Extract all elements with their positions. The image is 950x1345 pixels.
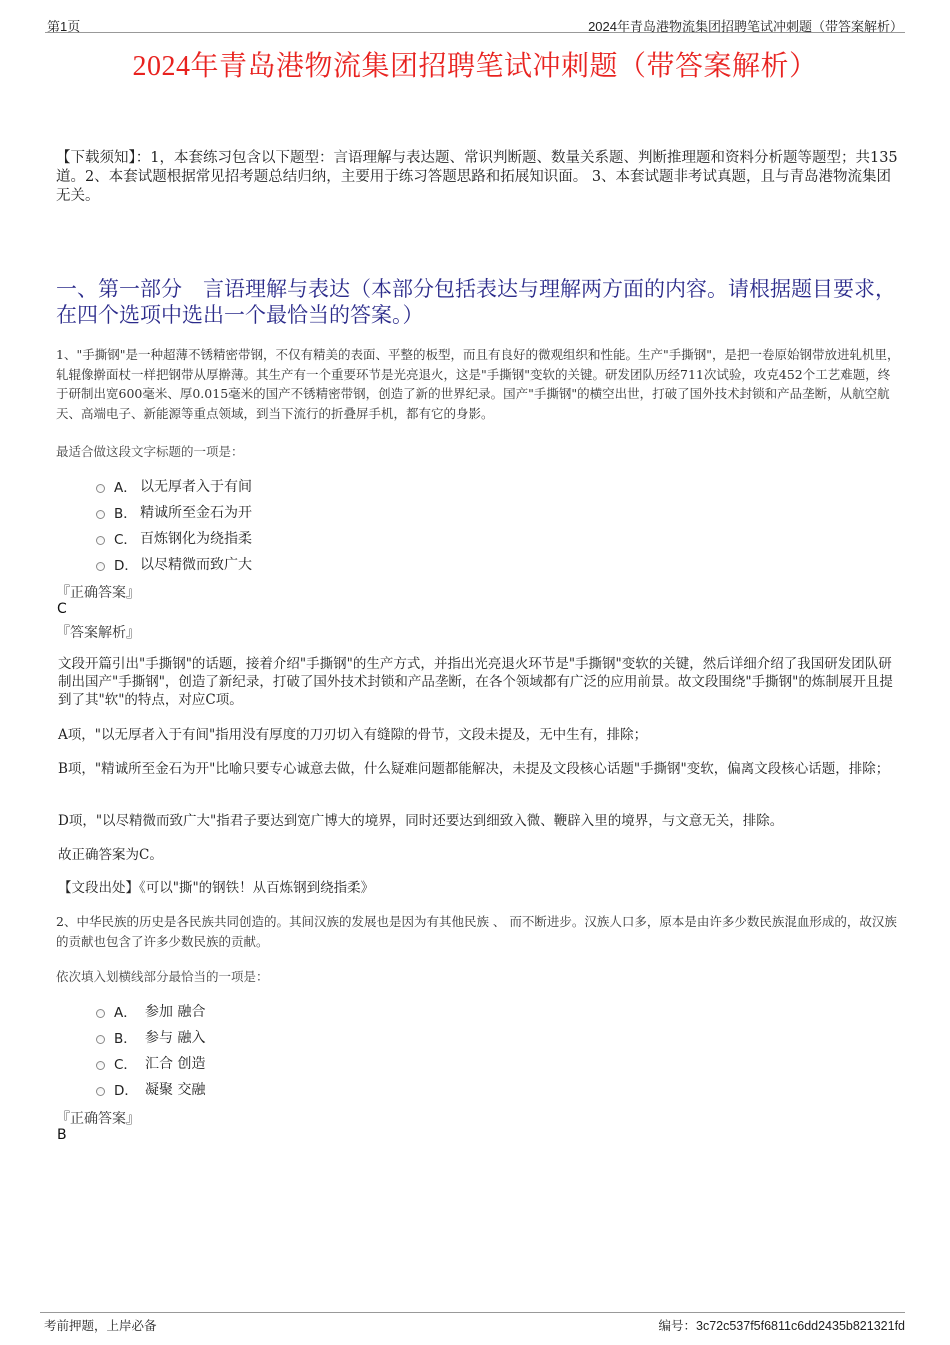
option-text: 凝聚 交融	[145, 1082, 206, 1098]
option-text: 以无厚者入于有间	[140, 479, 252, 495]
option-letter: A．	[114, 1005, 137, 1021]
radio-button-icon[interactable]	[96, 536, 105, 545]
option-letter: D．	[114, 1083, 138, 1099]
radio-button-icon[interactable]	[96, 562, 105, 571]
option-letter: C．	[114, 532, 137, 548]
option-a[interactable]	[96, 473, 252, 499]
document-id	[658, 1316, 905, 1334]
radio-button-icon[interactable]	[96, 1035, 105, 1044]
option-letter: D．	[114, 558, 138, 574]
download-notice: 【下载须知】：1，本套练习包含以下题型：言语理解与表达题、常识判断题、数量关系题、判断推理题和资料分析题等题型；共135道。2、本套试题根据常见招考题总结归纳，主要用于练习答题思路和拓展知识面。 3、本套试题非考试真题，且与青岛港物流集团无关。	[56, 150, 898, 204]
option-c[interactable]	[96, 525, 252, 551]
question-2-prompt: 依次填入划横线部分最恰当的一项是：	[56, 969, 269, 984]
option-text: 汇合 创造	[145, 1056, 206, 1072]
question-1-prompt: 最适合做这段文字标题的一项是：	[56, 444, 244, 459]
analysis-option-a: A项，"以无厚者入于有间"指用没有厚度的刀刃切入有缝隙的骨节，文段未提及，无中生有，排除；	[58, 727, 648, 743]
document-id-value: 3c72c537f5f6811c6dd2435b821321fd	[696, 1319, 905, 1333]
analysis-option-d: D项，"以尽精微而致广大"指君子要达到宽广博大的境界，同时还要达到细致入微、鞭辟入里的境界，与文意无关，排除。	[58, 813, 784, 829]
question-2-stem: 2、中华民族的历史是各民族共同创造的。其间汉族的发展也是因为有其他民族 、 而不断进步。汉族人口多，原本是由许多少数民族混血形成的，故汉族的贡献也包含了许多少数民族的贡献。	[56, 914, 897, 949]
radio-button-icon[interactable]	[96, 510, 105, 519]
analysis-conclusion: 故正确答案为C。	[58, 847, 163, 863]
footer-slogan: 考前押题，上岸必备	[44, 1318, 157, 1333]
option-d[interactable]	[96, 1076, 205, 1102]
question-1-options	[96, 473, 252, 577]
correct-answer: B	[57, 1127, 67, 1143]
correct-answer-label: 『正确答案』	[56, 585, 140, 601]
header-doc-title: 2024年青岛港物流集团招聘笔试冲刺题（带答案解析）	[588, 19, 903, 34]
option-letter: A．	[114, 480, 137, 496]
page-header	[45, 14, 905, 33]
option-text: 参加 融合	[145, 1004, 206, 1020]
option-b[interactable]	[96, 499, 252, 525]
question-1-stem: 1、"手撕钢"是一种超薄不锈精密带钢，不仅有精美的表面、平整的板型，而且有良好的微观组织和性能。生产"手撕钢"，是把一卷原始钢带放进轧机里，轧辊像擀面杖一样把钢带从厚擀薄。其生产有一个重要环节是光亮退火，这是"手撕钢"变软的关键。研发团队历经711次试验，攻克452个工艺难题，终于研制出宽600毫米、厚0.015毫米的国产不锈精密带钢，创造了新的世界纪录。国产"手撕钢"的横空出世，打破了国外技术封锁和产品垄断，从航空航天、高端电子、新能源等重点领域，到当下流行的折叠屏手机，都有它的身影。	[56, 347, 900, 421]
radio-button-icon[interactable]	[96, 1061, 105, 1070]
section-heading: 一、第一部分 言语理解与表达（本部分包括表达与理解两方面的内容。请根据题目要求，在四个选项中选出一个最恰当的答案。）	[56, 277, 896, 327]
option-text: 以尽精微而致广大	[140, 557, 252, 573]
option-letter: C．	[114, 1057, 137, 1073]
radio-button-icon[interactable]	[96, 484, 105, 493]
radio-button-icon[interactable]	[96, 1087, 105, 1096]
document-title: 2024年青岛港物流集团招聘笔试冲刺题（带答案解析）	[132, 51, 818, 82]
question-2-options	[96, 998, 205, 1102]
document-id-label: 编号：	[658, 1319, 696, 1333]
option-b[interactable]	[96, 1024, 205, 1050]
page-footer	[40, 1312, 905, 1333]
analysis-option-b: B项，"精诚所至金石为开"比喻只要专心诚意去做，什么疑难问题都能解决，未提及文段核心话题"手撕钢"变软，偏离文段核心话题，排除；	[58, 761, 890, 777]
option-d[interactable]	[96, 551, 252, 577]
option-text: 精诚所至金石为开	[140, 505, 252, 521]
option-text: 百炼钢化为绕指柔	[140, 531, 252, 547]
option-letter: B．	[114, 1031, 137, 1047]
option-c[interactable]	[96, 1050, 205, 1076]
radio-button-icon[interactable]	[96, 1009, 105, 1018]
analysis-summary: 文段开篇引出"手撕钢"的话题，接着介绍"手撕钢"的生产方式，并指出光亮退火环节是"手撕钢"变软的关键，然后详细介绍了我国研发团队研制出国产"手撕钢"，创造了新纪录，打破了国外技术封锁和产品垄断，在各个领域都有广泛的应用前景。故文段围绕"手撕钢"的炼制展开且提到了其"软"的特点，对应C项。	[58, 656, 893, 708]
option-a[interactable]	[96, 998, 205, 1024]
page-number: 第1页	[47, 19, 81, 34]
option-letter: B．	[114, 506, 137, 522]
correct-answer: C	[57, 601, 67, 617]
option-text: 参与 融入	[145, 1030, 206, 1046]
correct-answer-label: 『正确答案』	[56, 1111, 140, 1127]
analysis-label: 『答案解析』	[56, 625, 140, 641]
analysis-source: 【文段出处】《可以"撕"的钢铁！从百炼钢到绕指柔》	[58, 880, 375, 896]
